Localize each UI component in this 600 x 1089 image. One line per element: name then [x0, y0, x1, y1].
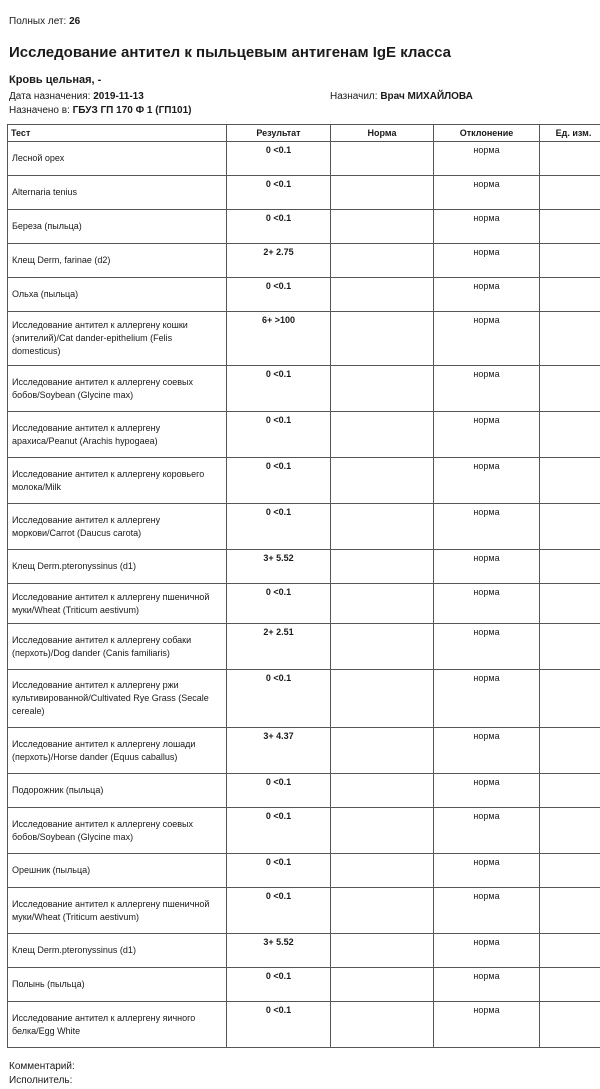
deviation-value: норма	[434, 854, 540, 888]
deviation-value: норма	[434, 774, 540, 808]
place-label: Назначено в:	[9, 105, 70, 116]
deviation-value: норма	[434, 888, 540, 934]
norm-value	[331, 458, 434, 504]
table-row	[8, 774, 600, 808]
unit-value	[540, 458, 600, 504]
table-row	[8, 670, 600, 728]
table-row	[8, 550, 600, 584]
unit-value	[540, 210, 600, 244]
table-row	[8, 934, 600, 968]
norm-value	[331, 176, 434, 210]
order-place	[9, 105, 191, 117]
unit-value	[540, 176, 600, 210]
table-row	[8, 458, 600, 504]
header-unit: Ед. изм.	[540, 125, 600, 142]
norm-value	[331, 504, 434, 550]
unit-value	[540, 412, 600, 458]
table-row	[8, 808, 600, 854]
header-test: Тест	[8, 125, 227, 142]
norm-value	[331, 888, 434, 934]
order-date-value: 2019-11-13	[93, 91, 144, 102]
test-name: Исследование антител к аллергену соевых бобов/Soybean (Glycine max)	[8, 366, 227, 412]
unit-value	[540, 244, 600, 278]
deviation-value: норма	[434, 244, 540, 278]
unit-value	[540, 584, 600, 624]
table-row	[8, 728, 600, 774]
order-date	[9, 91, 144, 103]
norm-value	[331, 1002, 434, 1048]
age-label: Полных лет:	[9, 16, 67, 27]
header-norm: Норма	[331, 125, 434, 142]
table-header-row	[8, 125, 600, 142]
table-row	[8, 278, 600, 312]
test-name: Alternaria tenius	[8, 176, 227, 210]
deviation-value: норма	[434, 670, 540, 728]
table-row	[8, 244, 600, 278]
result-value: 0 <0.1	[227, 670, 331, 728]
deviation-value: норма	[434, 584, 540, 624]
result-value: 0 <0.1	[227, 278, 331, 312]
page-title: Исследование антител к пыльцевым антигенам IgE класса	[9, 44, 451, 61]
specimen-type: Кровь цельная, -	[9, 74, 102, 86]
result-value: 2+ 2.51	[227, 624, 331, 670]
result-value: 0 <0.1	[227, 808, 331, 854]
result-value: 0 <0.1	[227, 458, 331, 504]
deviation-value: норма	[434, 504, 540, 550]
test-name: Исследование антител к аллергену соевых бобов/Soybean (Glycine max)	[8, 808, 227, 854]
test-name: Исследование антител к аллергену моркови/Carrot (Daucus carota)	[8, 504, 227, 550]
test-name: Исследование антител к аллергену пшеничной муки/Wheat (Triticum aestivum)	[8, 584, 227, 624]
unit-value	[540, 504, 600, 550]
test-name: Орешник (пыльца)	[8, 854, 227, 888]
test-name: Исследование антител к аллергену кошки (эпителий)/Cat dander-epithelium (Felis domesticus)	[8, 312, 227, 366]
table-row	[8, 312, 600, 366]
result-value: 3+ 4.37	[227, 728, 331, 774]
test-name: Клещ Derm.pteronyssinus (d1)	[8, 934, 227, 968]
table-row	[8, 176, 600, 210]
result-value: 3+ 5.52	[227, 934, 331, 968]
table-row	[8, 1002, 600, 1048]
result-value: 0 <0.1	[227, 774, 331, 808]
ordering-doctor	[330, 91, 473, 103]
table-row	[8, 504, 600, 550]
unit-value	[540, 854, 600, 888]
deviation-value: норма	[434, 142, 540, 176]
test-name: Исследование антител к аллергену яичного белка/Egg White	[8, 1002, 227, 1048]
result-value: 0 <0.1	[227, 584, 331, 624]
norm-value	[331, 670, 434, 728]
result-value: 0 <0.1	[227, 968, 331, 1002]
table-row	[8, 366, 600, 412]
test-name: Исследование антител к аллергену собаки (перхоть)/Dog dander (Canis familiaris)	[8, 624, 227, 670]
unit-value	[540, 1002, 600, 1048]
unit-value	[540, 934, 600, 968]
comment-label: Комментарий:	[9, 1061, 75, 1072]
norm-value	[331, 142, 434, 176]
deviation-value: норма	[434, 458, 540, 504]
norm-value	[331, 584, 434, 624]
test-name: Исследование антител к аллергену арахиса/Peanut (Arachis hypogaea)	[8, 412, 227, 458]
norm-value	[331, 808, 434, 854]
table-row	[8, 584, 600, 624]
result-value: 0 <0.1	[227, 210, 331, 244]
table-row	[8, 968, 600, 1002]
deviation-value: норма	[434, 412, 540, 458]
header-deviation: Отклонение	[434, 125, 540, 142]
result-value: 0 <0.1	[227, 854, 331, 888]
executor-label: Исполнитель:	[9, 1075, 73, 1086]
table-row	[8, 412, 600, 458]
deviation-value: норма	[434, 550, 540, 584]
unit-value	[540, 624, 600, 670]
test-name: Лесной орех	[8, 142, 227, 176]
norm-value	[331, 728, 434, 774]
test-name: Исследование антител к аллергену ржи культивированной/Cultivated Rye Grass (Secale cereale)	[8, 670, 227, 728]
result-value: 0 <0.1	[227, 504, 331, 550]
result-value: 0 <0.1	[227, 888, 331, 934]
deviation-value: норма	[434, 278, 540, 312]
table-row	[8, 210, 600, 244]
norm-value	[331, 854, 434, 888]
test-name: Клещ Derm.pteronyssinus (d1)	[8, 550, 227, 584]
deviation-value: норма	[434, 1002, 540, 1048]
norm-value	[331, 968, 434, 1002]
result-value: 3+ 5.52	[227, 550, 331, 584]
place-value: ГБУЗ ГП 170 Ф 1 (ГП101)	[72, 105, 192, 116]
norm-value	[331, 774, 434, 808]
unit-value	[540, 888, 600, 934]
doctor-label: Назначил:	[330, 91, 378, 102]
test-name: Клещ Derm, farinae (d2)	[8, 244, 227, 278]
deviation-value: норма	[434, 312, 540, 366]
norm-value	[331, 550, 434, 584]
age-value: 26	[69, 16, 81, 27]
results-table	[7, 124, 600, 1048]
test-name: Полынь (пыльца)	[8, 968, 227, 1002]
unit-value	[540, 312, 600, 366]
unit-value	[540, 278, 600, 312]
norm-value	[331, 366, 434, 412]
result-value: 0 <0.1	[227, 142, 331, 176]
test-name: Исследование антител к аллергену коровьего молока/Milk	[8, 458, 227, 504]
doctor-value: Врач МИХАЙЛОВА	[380, 91, 473, 102]
unit-value	[540, 670, 600, 728]
norm-value	[331, 210, 434, 244]
table-row	[8, 142, 600, 176]
table-row	[8, 888, 600, 934]
order-date-label: Дата назначения:	[9, 91, 91, 102]
test-name: Исследование антител к аллергену пшеничной муки/Wheat (Triticum aestivum)	[8, 888, 227, 934]
test-name: Исследование антител к аллергену лошади (перхоть)/Horse dander (Equus caballus)	[8, 728, 227, 774]
deviation-value: норма	[434, 210, 540, 244]
result-value: 0 <0.1	[227, 1002, 331, 1048]
result-value: 0 <0.1	[227, 176, 331, 210]
norm-value	[331, 624, 434, 670]
header-result: Результат	[227, 125, 331, 142]
deviation-value: норма	[434, 624, 540, 670]
patient-age	[9, 16, 80, 28]
norm-value	[331, 934, 434, 968]
result-value: 2+ 2.75	[227, 244, 331, 278]
unit-value	[540, 808, 600, 854]
unit-value	[540, 142, 600, 176]
unit-value	[540, 774, 600, 808]
result-value: 0 <0.1	[227, 412, 331, 458]
unit-value	[540, 550, 600, 584]
deviation-value: норма	[434, 934, 540, 968]
test-name: Ольха (пыльца)	[8, 278, 227, 312]
deviation-value: норма	[434, 728, 540, 774]
unit-value	[540, 728, 600, 774]
deviation-value: норма	[434, 366, 540, 412]
norm-value	[331, 412, 434, 458]
result-value: 6+ >100	[227, 312, 331, 366]
test-name: Береза (пыльца)	[8, 210, 227, 244]
result-value: 0 <0.1	[227, 366, 331, 412]
unit-value	[540, 968, 600, 1002]
table-row	[8, 624, 600, 670]
test-name: Подорожник (пыльца)	[8, 774, 227, 808]
unit-value	[540, 366, 600, 412]
deviation-value: норма	[434, 968, 540, 1002]
norm-value	[331, 312, 434, 366]
deviation-value: норма	[434, 176, 540, 210]
norm-value	[331, 244, 434, 278]
deviation-value: норма	[434, 808, 540, 854]
norm-value	[331, 278, 434, 312]
table-row	[8, 854, 600, 888]
results-body	[8, 142, 600, 1048]
